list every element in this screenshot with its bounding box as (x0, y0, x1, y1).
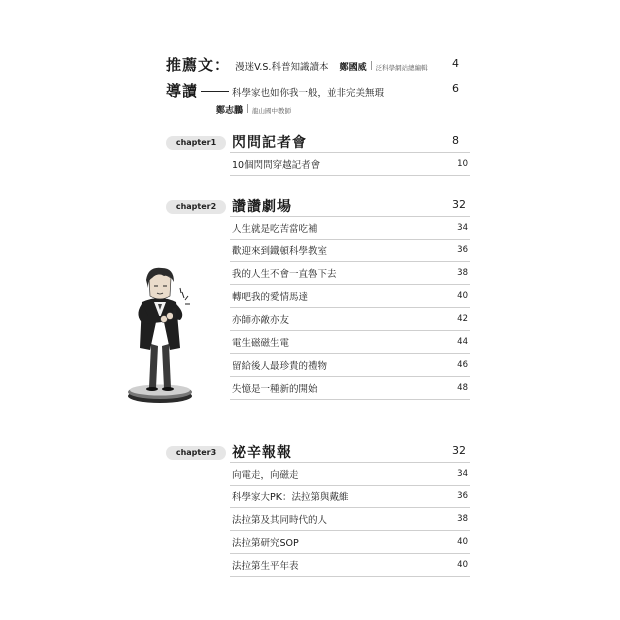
divider (247, 104, 248, 113)
chapter-badge: chapter1 (166, 136, 226, 150)
entry-author: 鄭國威 (339, 63, 367, 73)
row-page-number: 36 (457, 245, 468, 255)
row-label: 歡迎來到鐵頓科學教室 (232, 246, 328, 257)
toc-row[interactable] (230, 331, 470, 354)
row-page-number: 46 (457, 360, 468, 370)
row-page-number: 38 (457, 514, 468, 524)
row-label: 亦師亦敵亦友 (232, 315, 290, 326)
entry-page-number: 4 (452, 57, 459, 70)
toc-row[interactable] (230, 239, 470, 262)
scientist-illustration (118, 262, 218, 410)
row-label: 轉吧我的愛情馬達 (232, 292, 309, 303)
row-page-number: 48 (457, 383, 468, 393)
row-label: 法拉第及其同時代的人 (232, 515, 328, 526)
chapter-page-number: 32 (452, 198, 466, 211)
entry-title: 導讀 (166, 82, 199, 100)
chapter-badge: chapter2 (166, 200, 226, 214)
toc-row[interactable] (230, 308, 470, 331)
row-label: 法拉第生平年表 (232, 561, 299, 572)
row-page-number: 40 (457, 537, 468, 547)
entry-subtitle: 漫迷V.S.科普知識讀本 (235, 62, 329, 73)
em-dash-line (201, 91, 229, 92)
entry-author-note: 泛科學網站總編輯 (375, 64, 428, 72)
chapter-badge: chapter3 (166, 446, 226, 460)
row-page-number: 42 (457, 314, 468, 324)
divider (371, 61, 372, 70)
toc-row[interactable] (230, 531, 470, 554)
toc-row[interactable] (230, 354, 470, 377)
guide-author-line (216, 98, 291, 117)
toc-entry-recommendation[interactable] (166, 54, 428, 75)
row-label: 人生就是吃苦當吃補 (232, 224, 318, 235)
row-label: 失憶是一種新的開始 (232, 384, 318, 395)
chapter-page-number: 8 (452, 134, 459, 147)
row-label: 科學家大PK：法拉第與戴維 (232, 492, 349, 503)
toc-row[interactable] (230, 262, 470, 285)
row-label: 法拉第研究SOP (232, 538, 299, 549)
row-label: 10個閃問穿越記者會 (232, 160, 321, 171)
chapter-title[interactable]: 祕辛報報 (232, 445, 292, 461)
row-page-number: 36 (457, 491, 468, 501)
row-page-number: 10 (457, 159, 468, 169)
chapter-page-number: 32 (452, 444, 466, 457)
row-page-number: 34 (457, 223, 468, 233)
toc-row[interactable] (230, 152, 470, 176)
toc-row[interactable] (230, 216, 470, 240)
entry-title: 推薦文： (166, 56, 231, 74)
entry-author-note: 龍山國中教師 (252, 107, 292, 115)
entry-page-number: 6 (452, 82, 459, 95)
row-page-number: 38 (457, 268, 468, 278)
row-label: 我的人生不會一直魯下去 (232, 269, 337, 280)
toc-row[interactable] (230, 554, 470, 577)
toc-row[interactable] (230, 508, 470, 531)
row-page-number: 40 (457, 560, 468, 570)
toc-row[interactable] (230, 285, 470, 308)
chapter-title[interactable]: 讚讚劇場 (232, 199, 292, 215)
toc-row[interactable] (230, 462, 470, 486)
chapter-title[interactable]: 閃問記者會 (232, 135, 307, 151)
entry-author: 鄭志鵬 (216, 106, 244, 116)
entry-subtitle: 科學家也如你我一般，並非完美無瑕 (232, 88, 385, 99)
row-label: 向電走，向磁走 (232, 470, 299, 481)
row-page-number: 44 (457, 337, 468, 347)
row-page-number: 34 (457, 469, 468, 479)
row-label: 電生磁磁生電 (232, 338, 290, 349)
row-label: 留給後人最珍貴的禮物 (232, 361, 328, 372)
toc-row[interactable] (230, 485, 470, 508)
row-page-number: 40 (457, 291, 468, 301)
toc-row[interactable] (230, 377, 470, 400)
